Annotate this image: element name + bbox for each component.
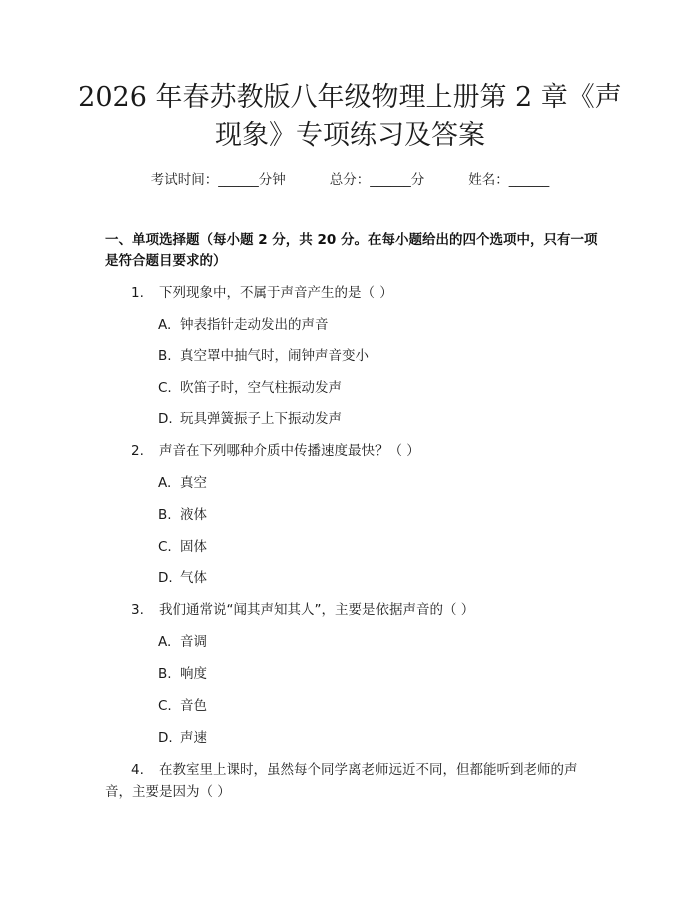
option-2b	[158, 505, 207, 525]
option-letter: D.	[158, 730, 173, 746]
exam-info	[0, 168, 700, 188]
option-3b	[158, 664, 207, 684]
option-letter: A.	[158, 317, 172, 333]
option-text: 真空罩中抽气时，闹钟声音变小	[180, 348, 369, 364]
option-text: 钟表指针走动发出的声音	[180, 317, 329, 333]
option-2d	[158, 568, 207, 588]
option-1a	[158, 315, 329, 335]
question-4	[131, 760, 578, 780]
question-number: 3.	[131, 602, 144, 618]
question-2	[131, 441, 420, 461]
question-number: 4.	[131, 762, 144, 778]
option-letter: B.	[158, 666, 172, 682]
option-letter: D.	[158, 570, 173, 586]
option-letter: C.	[158, 698, 172, 714]
option-text: 玩具弹簧振子上下振动发声	[180, 411, 342, 427]
option-2a	[158, 473, 207, 493]
question-stem: 声音在下列哪种介质中传播速度最快？（ ）	[159, 443, 420, 459]
name-field: 姓名：______	[468, 172, 550, 188]
question-stem: 在教室里上课时，虽然每个同学离老师远近不同，但都能听到老师的声	[159, 762, 578, 778]
option-text: 气体	[180, 570, 207, 586]
exam-time-field: 考试时间：______分钟	[150, 172, 286, 188]
total-score-field: 总分：______分	[329, 172, 425, 188]
option-1c	[158, 378, 342, 398]
option-text: 真空	[180, 475, 207, 491]
option-text: 音调	[180, 634, 207, 650]
page-title-line1: 2026 年春苏教版八年级物理上册第 2 章《声	[78, 82, 622, 113]
option-letter: B.	[158, 507, 172, 523]
option-text: 响度	[180, 666, 207, 682]
option-text: 音色	[180, 698, 207, 714]
option-text: 液体	[180, 507, 207, 523]
question-number: 2.	[131, 443, 144, 459]
option-letter: A.	[158, 634, 172, 650]
question-4-continued: 音，主要是因为（ ）	[105, 784, 231, 800]
option-letter: B.	[158, 348, 172, 364]
option-letter: A.	[158, 475, 172, 491]
option-letter: C.	[158, 539, 172, 555]
question-stem: 下列现象中，不属于声音产生的是（ ）	[159, 285, 393, 301]
option-3d	[158, 728, 207, 748]
page-title-line2: 现象》专项练习及答案	[215, 120, 485, 151]
option-letter: D.	[158, 411, 173, 427]
option-1d	[158, 409, 342, 429]
question-1	[131, 283, 393, 303]
option-1b	[158, 346, 369, 366]
option-3a	[158, 632, 207, 652]
option-3c	[158, 696, 207, 716]
option-2c	[158, 537, 207, 557]
option-letter: C.	[158, 380, 172, 396]
section-heading-line2: 是符合题目要求的）	[105, 253, 227, 269]
option-text: 固体	[180, 539, 207, 555]
question-number: 1.	[131, 285, 144, 301]
question-3	[131, 600, 474, 620]
option-text: 吹笛子时，空气柱振动发声	[180, 380, 342, 396]
section-heading-line1: 一、单项选择题（每小题 2 分，共 20 分。在每小题给出的四个选项中，只有一项	[105, 232, 598, 248]
option-text: 声速	[180, 730, 207, 746]
question-stem: 我们通常说“闻其声知其人”，主要是依据声音的（ ）	[159, 602, 475, 618]
